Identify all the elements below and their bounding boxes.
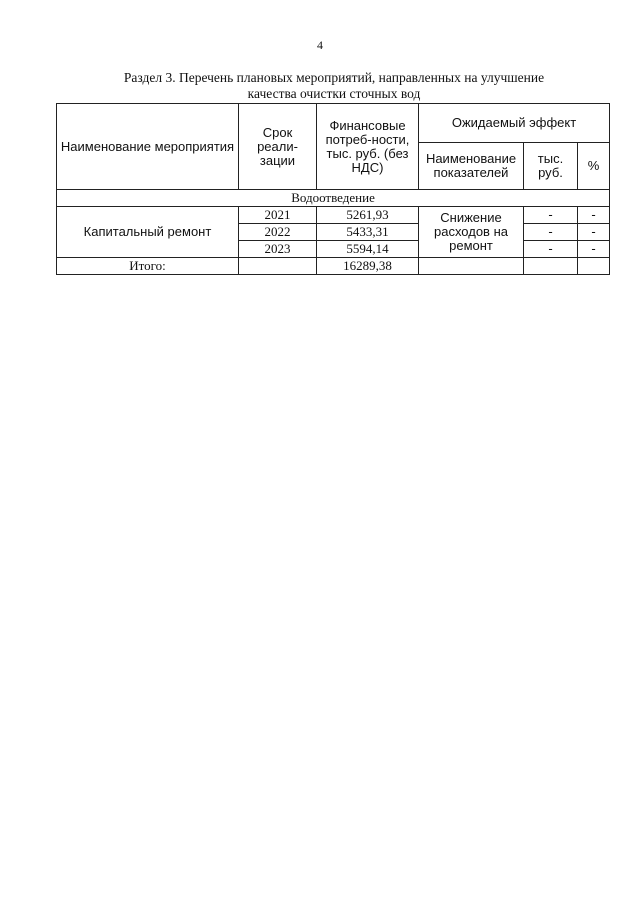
total-row	[57, 258, 610, 275]
row-year: 2022	[239, 224, 317, 241]
header-financial-needs: Финансовые потреб-ности, тыс. руб. (без НДС)	[317, 104, 419, 190]
row-year: 2023	[239, 241, 317, 258]
measure-name: Капитальный ремонт	[57, 207, 239, 258]
header-term: Срок реали-зации	[239, 104, 317, 190]
row-percent: -	[578, 241, 610, 258]
header-indicator-name: Наименование показателей	[419, 143, 524, 190]
group-row	[57, 190, 610, 207]
row-thousand-rub: -	[524, 207, 578, 224]
row-year: 2021	[239, 207, 317, 224]
row-amount: 5594,14	[317, 241, 419, 258]
row-amount: 5433,31	[317, 224, 419, 241]
row-thousand-rub: -	[524, 241, 578, 258]
section-title-line-1: Раздел 3. Перечень плановых мероприятий, направленных на улучшение	[123, 70, 545, 85]
indicator-text: Снижение расходов на ремонт	[419, 207, 524, 258]
row-thousand-rub: -	[524, 224, 578, 241]
header-thousand-rub: тыс. руб.	[524, 143, 578, 190]
row-percent: -	[578, 207, 610, 224]
header-measure-name: Наименование мероприятия	[57, 104, 239, 190]
total-amount: 16289,38	[317, 258, 419, 275]
section-title	[60, 70, 608, 102]
measures-table	[56, 103, 610, 275]
row-percent: -	[578, 224, 610, 241]
total-label: Итого:	[57, 258, 239, 275]
total-thousand-rub-empty	[524, 258, 578, 275]
header-expected-effect: Ожидаемый эффект	[419, 104, 610, 143]
table-header-row-1	[57, 104, 610, 143]
total-indicator-empty	[419, 258, 524, 275]
row-amount: 5261,93	[317, 207, 419, 224]
total-percent-empty	[578, 258, 610, 275]
group-title: Водоотведение	[57, 190, 610, 207]
page-number: 4	[317, 38, 323, 52]
table-row	[57, 207, 610, 224]
total-term-empty	[239, 258, 317, 275]
header-percent: %	[578, 143, 610, 190]
section-title-line-2: качества очистки сточных вод	[247, 86, 421, 101]
